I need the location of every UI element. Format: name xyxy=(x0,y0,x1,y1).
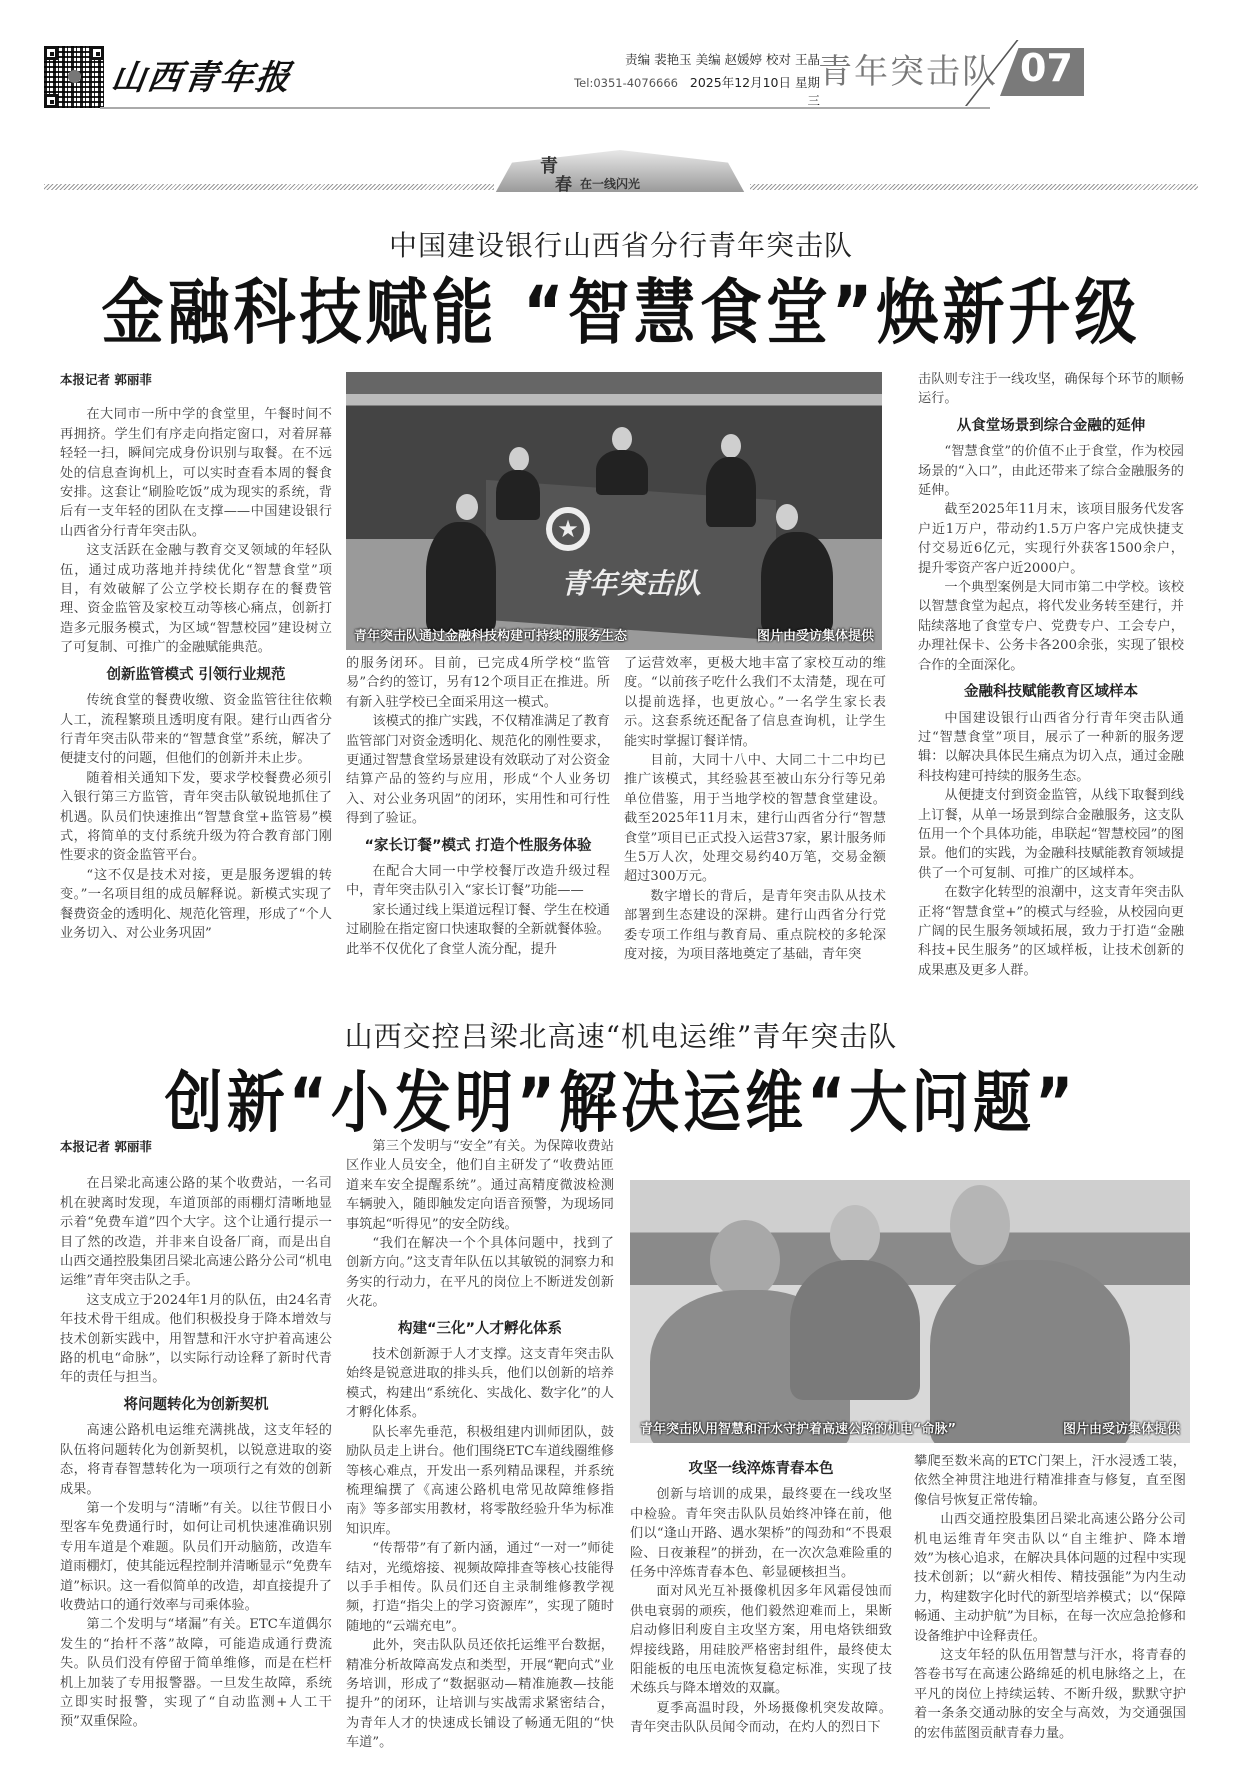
person-head xyxy=(950,1185,1010,1265)
paragraph: 了运营效率，更极大地丰富了家校互动的维度。“以前孩子吃什么我们不太清楚，现在可以提前选择，也更放心。”一名学生家长表示。这套系统还配备了信息查询机，让学生能实时掌握订餐详情。 xyxy=(624,656,886,749)
article1-subhead-3: 从食堂场景到综合金融的延伸 xyxy=(956,417,1146,434)
article1-column-3 xyxy=(624,654,886,965)
paragraph: 截至2025年11月末，该项目服务代发客户近1万户，带动约1.5万户客户完成快捷支付交易近6亿元，实现行外获客1500余户，提升零资产客户近2000户。 xyxy=(918,502,1184,576)
paragraph: 第三个发明与“安全”有关。为保障收费站区作业人员安全，他们自主研发了“收费站匝道来车安全提醒系统”。通过高精度微波检测车辆驶入，随即触发定向语音预警，为现场同事筑起“听得见”的安全防线。 xyxy=(346,1139,614,1232)
article2-headline: 创新“小发明”解决运维“大问题” xyxy=(164,1063,1078,1142)
person xyxy=(496,470,540,520)
worker xyxy=(930,1260,1130,1443)
article1-kicker: 中国建设银行山西省分行青年突击队 xyxy=(388,229,853,262)
qr-corner xyxy=(90,46,104,60)
person-head xyxy=(456,494,478,520)
paragraph: 技术创新源于人才支撑。这支青年突击队始终是锐意进取的排头兵，他们以创新的培养模式，构建出“系统化、实战化、数字化”的人才孵化体系。 xyxy=(346,1347,614,1421)
issue-date: 2025年12月10日 星期三 xyxy=(689,75,820,108)
paragraph: 在数字化转型的浪潮中，这支青年突击队正将“智慧食堂+”的模式与经验，从校园向更广阔的民生服务领域拓展，致力于打造“金融科技+民生服务”的区域样板，让技术创新的成果惠及更多人群。 xyxy=(918,885,1184,978)
paragraph: 这支年轻的队伍用智慧与汗水，将青春的答卷书写在高速公路绵延的机电脉络之上，在平凡的岗位上持续运转、不断升级，默默守护着一条条交通动脉的安全与高效，为交通强国的宏伟蓝图贡献青春力量。 xyxy=(914,1648,1186,1741)
page-number: 07 xyxy=(1020,46,1073,90)
tel-date-line xyxy=(572,73,820,109)
paragraph: 高速公路机电运维充满挑战，这支年轻的队伍将问题转化为创新契机，以锐意进取的姿态，将青春智慧转化为一项项行之有效的创新成果。 xyxy=(60,1423,332,1497)
person-head xyxy=(830,1205,880,1265)
paragraph: 家长通过线上渠道远程订餐、学生在校通过刷脸在指定窗口快速取餐的全新就餐体验。此举不仅优化了食堂人流分配，提升 xyxy=(346,902,610,957)
paragraph: 山西交通控股集团吕梁北高速公路分公司机电运维青年突击队以“自主维护、降本增效”为核心追求，在解决具体问题的过程中实现技术创新；以“薪火相传、精技强能”为内生动力，构建数字化时代的新型培养模式；以“保障畅通、主动护航”为目标，在每一次应急抢修和设备维护中诠释责任。 xyxy=(914,1512,1186,1644)
paragraph: 目前，大同十八中、大同二十二中均已推广该模式，其经验甚至被山东分行等兄弟单位借鉴，用于当地学校的智慧食堂建设。截至2025年11月末，建行山西省分行“智慧食堂”项目已正式投入运营37家，累计服务师生5万人次，处理交易约40万笔，交易金额超过300万元。 xyxy=(624,753,886,885)
paragraph: 创新与培训的成果，最终要在一线攻坚中检验。青年突击队队员始终冲锋在前，他们以“逢山开路、遇水架桥”的闯劲和“不畏艰险、日夜兼程”的拼劲，在一次次急难险重的任务中淬炼青春本色、彰显硬核担当。 xyxy=(630,1487,892,1581)
article1-subhead-4: 金融科技赋能教育区域样本 xyxy=(964,684,1138,701)
qr-logo-dot xyxy=(68,70,81,83)
banner-slogan: 在一线闪光 xyxy=(580,177,641,191)
person-head xyxy=(612,427,632,451)
article2-kicker: 山西交控吕梁北高速“机电运维”青年突击队 xyxy=(344,1020,898,1053)
banner-char-2: 春 xyxy=(555,175,572,195)
photo-credit: 图片由受访集体提供 xyxy=(756,629,874,644)
person xyxy=(596,450,648,495)
hatch-rule-right xyxy=(750,184,1198,190)
person xyxy=(761,532,833,632)
paragraph: 在大同市一所中学的食堂里，午餐时间不再拥挤。学生们有序走向指定窗口，对着屏幕轻轻一扫，瞬间完成身份识别与取餐。在不远处的信息查询机上，可以实时查看本周的餐食安排。这套让“刷脸吃饭”成为现实的系统，背后有一支年轻的团队在支撑——中国建设银行山西省分行青年突击队。 xyxy=(60,407,332,539)
article2-subhead-2: 构建“三化”人才孵化体系 xyxy=(397,1320,563,1337)
masthead-divider xyxy=(100,107,990,109)
paragraph: 一个典型案例是大同市第二中学校。该校以智慧食堂为起点，将代发业务转至建行，并陆续落地了食堂专户、党费专户、工会专户，办理社保卡、公务卡各200余张，实现了银校合作的全面深化。 xyxy=(918,580,1184,673)
newspaper-logo: 山西青年报 xyxy=(108,58,295,98)
article2-subhead-3: 攻坚一线淬炼青春本色 xyxy=(688,1461,834,1477)
article2-column-4 xyxy=(914,1452,1186,1743)
paragraph: 攀爬至数米高的ETC门架上，汗水浸透工装，依然全神贯注地进行精准排查与修复，直至图像信号恢复正常传输。 xyxy=(914,1454,1186,1508)
flag-text: 青年突击队 xyxy=(561,567,702,600)
paragraph: 队长率先垂范，积极组建内训师团队，鼓励队员走上讲台。他们围绕ETC车道线圈维修等核心难点，开发出一系列精品课程，并系统梳理编撰了《高速公路机电常见故障维修指南》等多部实用教材，将零散经验升华为标准知识库。 xyxy=(346,1424,614,1537)
paragraph: 面对风光互补摄像机因多年风霜侵蚀而供电衰弱的顽疾，他们毅然迎难而上，果断启动修旧利废自主攻坚方案，用电烙铁细致焊接线路，用硅胶严格密封组件，最终使太阳能板的电压电流恢复稳定标准，实现了技术练兵与降本增效的双赢。 xyxy=(630,1584,892,1697)
paragraph: 夏季高温时段，外场摄像机突发故障。青年突击队队员闻令而动，在灼人的烈日下 xyxy=(630,1700,892,1736)
article1-byline: 本报记者 郭丽菲 xyxy=(60,372,152,387)
article1-column-1 xyxy=(60,370,332,943)
person-head xyxy=(776,504,798,530)
editor-line: 责编 裴艳玉 美编 赵媛婷 校对 王晶 xyxy=(625,52,820,67)
article2-photo[interactable] xyxy=(630,1180,1190,1443)
star-emblem-icon: ★ xyxy=(546,507,590,551)
article1-subhead-1: 创新监管模式 引领行业规范 xyxy=(106,666,286,683)
paragraph: 数字增长的背后，是青年突击队从技术部署到生态建设的深耕。建行山西省分行党委专项工作组与教育局、重点院校的多轮深度对接，为项目落地奠定了基础，青年突 xyxy=(624,888,886,963)
worker xyxy=(790,1260,920,1400)
article2-subhead-1: 将问题转化为创新契机 xyxy=(123,1396,269,1413)
article1-headline: 金融科技赋能 “智慧食堂”焕新升级 xyxy=(101,270,1141,355)
paragraph: 中国建设银行山西省分行青年突击队通过“智慧食堂”项目，展示了一种新的服务逻辑：以解决具体民生痛点为切入点，通过金融科技构建可持续的服务生态。 xyxy=(918,710,1184,784)
paragraph: 这支成立于2024年1月的队伍，由24名青年技术骨干组成。他们积极投身于降本增效与技术创新实践中，用智慧和汗水守护着高速公路的机电“命脉”，以实际行动诠释了新时代青年的责任与担当。 xyxy=(60,1292,332,1386)
article1-photo[interactable] xyxy=(346,372,882,650)
paragraph: 在吕梁北高速公路的某个收费站，一名司机在驶离时发现，车道顶部的雨棚灯清晰地显示着“免费车道”四个大字。这个让通行提示一目了然的改造，并非来自设备厂商，而是出自山西交通控股集团吕梁北高速公路分公司“机电运维”青年突击队之手。 xyxy=(60,1176,332,1289)
article1-column-2 xyxy=(346,654,610,959)
person-head xyxy=(710,1220,780,1300)
paragraph: 传统食堂的餐费收缴、资金监管往往依赖人工，流程繁琐且透明度有限。建行山西省分行青年突击队带来的“智慧食堂”系统，解决了便捷支付的问题，但他们的创新并未止步。 xyxy=(60,693,332,767)
person xyxy=(426,522,496,632)
photo-caption: 青年突击队用智慧和汗水守护着高速公路的机电“命脉” xyxy=(640,1422,957,1437)
article2-column-3 xyxy=(630,1452,892,1738)
paragraph: 第二个发明与“堵漏”有关。ETC车道偶尔发生的“抬杆不落”故障，可能造成通行费流失。队员们没有停留于简单维修，而是在栏杆机上加装了专用报警器。一旦发生故障，系统立即实时报警，实现了“自动监测+人工干预”双重保险。 xyxy=(60,1617,332,1730)
paragraph: 该模式的推广实践，不仅精准满足了教育监管部门对资金透明化、规范化的刚性要求，更通过智慧食堂场景建设有效联动了对公资金结算产品的签约与应用，形成“个人业务切入、对公业务巩固”的闭环，实用性和可行性得到了验证。 xyxy=(346,714,610,827)
person-head xyxy=(509,447,529,471)
hatch-rule-left xyxy=(44,184,494,190)
banner-char-1: 青 xyxy=(540,156,558,177)
article2-column-2 xyxy=(346,1137,614,1753)
article2-byline: 本报记者 郭丽菲 xyxy=(60,1139,152,1154)
qr-corner xyxy=(44,46,58,60)
telephone: Tel:0351-4076666 xyxy=(574,76,678,90)
paragraph: 从便捷支付到资金监管，从线下取餐到线上订餐，从单一场景到综合金融服务，这支队伍用一个个具体功能，串联起“智慧校园”的图景。他们的实践，为金融科技赋能教育领域提供了一个可复制、可推广的区域样本。 xyxy=(918,788,1184,881)
qr-code[interactable] xyxy=(44,46,104,108)
paragraph: “我们在解决一个个具体问题中，找到了创新方向。”这支青年队伍以其敏锐的洞察力和务实的行动力，在平凡的岗位上不断迸发创新火花。 xyxy=(346,1236,614,1310)
person-head xyxy=(721,434,741,458)
paragraph: 第一个发明与“清晰”有关。以往节假日小型客车免费通行时，如何让司机快速准确识别专用车道是个难题。队员们开动脑筋，改造车道雨棚灯，使其能远程控制并清晰显示“免费车道”标识。这一看似简单的改造，却直接提升了收费站口的通行效率与司乘体验。 xyxy=(60,1500,332,1613)
person xyxy=(706,457,756,527)
article2-column-1 xyxy=(60,1137,332,1732)
article1-column-4 xyxy=(918,370,1184,980)
paragraph: 的服务闭环。目前，已完成4所学校“监管易”合约的签订，另有12个项目正在推进。所有新入驻学校已全面采用这一模式。 xyxy=(346,656,610,710)
photo-credit: 图片由受访集体提供 xyxy=(1062,1422,1180,1437)
editor-credits xyxy=(572,50,820,109)
article1-subhead-2: “家长订餐”模式 打造个性服务体验 xyxy=(364,837,592,854)
qr-corner xyxy=(44,94,58,108)
paragraph: 在配合大同一中学校餐厅改造升级过程中，青年突击队引入“家长订餐”功能—— xyxy=(346,864,610,899)
paragraph: 此外，突击队队员还依托运维平台数据，精准分析故障高发点和类型，开展“靶向式”业务培训，形成了“数据驱动—精准施教—技能提升”的闭环，让培训与实战需求紧密结合，为青年人才的快速成长铺设了畅通无阻的“快车道”。 xyxy=(346,1638,614,1751)
paragraph: 这支活跃在金融与教育交叉领域的年轻队伍，通过成功落地并持续优化“智慧食堂”项目，有效破解了公立学校长期存在的餐费管理、资金监管及家校互动等核心痛点，创新打造多元服务模式，为区域“智慧校园”建设树立了可复制、可推广的金融赋能典范。 xyxy=(60,543,332,656)
paragraph: “传帮带”有了新内涵，通过“一对一”师徒结对，光缆熔接、视频故障排查等核心技能得以手手相传。队员们还自主录制维修教学视频，打造“指尖上的学习资源库”，实现了随时随地的“云端充电”。 xyxy=(346,1541,614,1634)
paragraph: 击队则专注于一线攻坚，确保每个环节的顺畅运行。 xyxy=(918,372,1184,407)
section-title: 青年突击队 xyxy=(818,52,998,92)
paragraph: “这不仅是技术对接，更是服务逻辑的转变。”一名项目组的成员解释说。新模式实现了餐费资金的透明化、规范化管理，形成了“个人业务切入、对公业务巩固” xyxy=(60,867,332,941)
paragraph: 随着相关通知下发，要求学校餐费必须引入银行第三方监管，青年突击队敏锐地抓住了机遇。队员们快速推出“智慧食堂+监管易”模式，将简单的支付系统升级为符合教育部门刚性要求的资金监管平台。 xyxy=(60,770,332,864)
paragraph: “智慧食堂”的价值不止于食堂，作为校园场景的“入口”，由此还带来了综合金融服务的延伸。 xyxy=(918,444,1184,499)
photo-caption: 青年突击队通过金融科技构建可持续的服务生态 xyxy=(354,629,628,644)
